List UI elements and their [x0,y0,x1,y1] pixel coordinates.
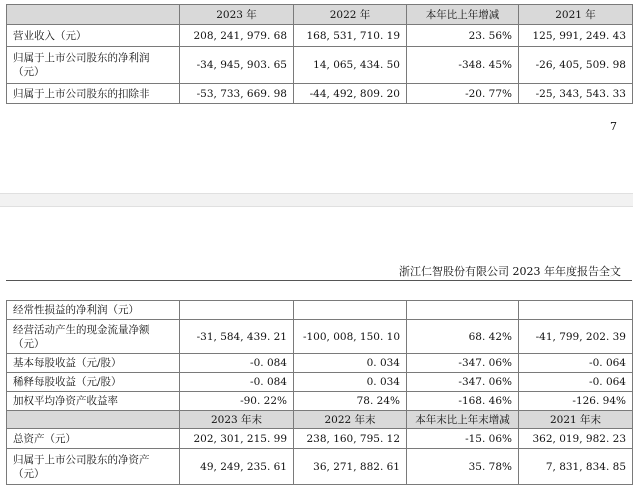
value-cell: -347. 06% [407,373,519,392]
header-cell: 2022 年末 [294,411,407,429]
table-row [7,429,633,449]
header-cell: 本年比上年增减 [407,5,519,25]
header-cell: 2021 年末 [519,411,633,429]
value-cell: -100, 008, 150. 10 [294,320,407,354]
value-cell: -44, 492, 809. 20 [294,84,407,104]
value-cell: 362, 019, 982. 23 [519,429,633,449]
value-cell: -0. 084 [180,354,294,373]
table-row [7,373,633,392]
row-label: 总资产（元） [7,429,180,449]
value-cell: 238, 160, 795. 12 [294,429,407,449]
value-cell: 23. 56% [407,25,519,47]
row-label: 基本每股收益（元/股） [7,354,180,373]
value-cell: -26, 405, 509. 98 [519,47,633,84]
header-rule [6,280,632,281]
value-cell: 14, 065, 434. 50 [294,47,407,84]
value-cell: -168. 46% [407,392,519,411]
value-cell: 78. 24% [294,392,407,411]
row-label: 归属于上市公司股东的净利润（元） [7,47,180,84]
table-row [7,449,633,485]
row-label: 归属于上市公司股东的净资产（元） [7,449,180,485]
value-cell: -126. 94% [519,392,633,411]
value-cell: 0. 034 [294,354,407,373]
value-cell: 7, 831, 834. 85 [519,449,633,485]
financial-summary-table-top [6,4,633,104]
value-cell [407,301,519,320]
table-row [7,354,633,373]
row-label: 稀释每股收益（元/股） [7,373,180,392]
value-cell: -25, 343, 543. 33 [519,84,633,104]
value-cell: -347. 06% [407,354,519,373]
value-cell: -348. 45% [407,47,519,84]
table-row [7,392,633,411]
value-cell: 208, 241, 979. 68 [180,25,294,47]
value-cell: -53, 733, 669. 98 [180,84,294,104]
page-break-divider [0,193,633,207]
row-label: 经营活动产生的现金流量净额（元） [7,320,180,354]
value-cell: 35. 78% [407,449,519,485]
header-cell: 2022 年 [294,5,407,25]
value-cell: -0. 084 [180,373,294,392]
value-cell: 49, 249, 235. 61 [180,449,294,485]
table-row [7,84,633,104]
value-cell [294,301,407,320]
table-row [7,47,633,84]
value-cell: -31, 584, 439. 21 [180,320,294,354]
value-cell: 36, 271, 882. 61 [294,449,407,485]
table-row [7,25,633,47]
value-cell: -20. 77% [407,84,519,104]
row-label: 加权平均净资产收益率 [7,392,180,411]
table-row [7,301,633,320]
value-cell: -90. 22% [180,392,294,411]
header-cell [7,411,180,429]
header-cell: 2023 年 [180,5,294,25]
value-cell: 202, 301, 215. 99 [180,429,294,449]
value-cell: -0. 064 [519,354,633,373]
value-cell: 68. 42% [407,320,519,354]
financial-summary-table-bottom [6,300,633,485]
value-cell [180,301,294,320]
page-number: 7 [610,120,617,133]
value-cell: 168, 531, 710. 19 [294,25,407,47]
value-cell: -0. 064 [519,373,633,392]
header-cell: 2021 年 [519,5,633,25]
value-cell: -41, 799, 202. 39 [519,320,633,354]
table-row [7,320,633,354]
header-cell [7,5,180,25]
value-cell: -15. 06% [407,429,519,449]
header-cell: 本年末比上年末增减 [407,411,519,429]
value-cell: 125, 991, 249. 43 [519,25,633,47]
value-cell [519,301,633,320]
running-header: 浙江仁智股份有限公司 2023 年年度报告全文 [399,265,621,278]
header-cell: 2023 年末 [180,411,294,429]
value-cell: 0. 034 [294,373,407,392]
row-label: 经常性损益的净利润（元） [7,301,180,320]
table-header-row [7,411,633,429]
row-label: 归属于上市公司股东的扣除非 [7,84,180,104]
table-header-row [7,5,633,25]
row-label: 营业收入（元） [7,25,180,47]
value-cell: -34, 945, 903. 65 [180,47,294,84]
